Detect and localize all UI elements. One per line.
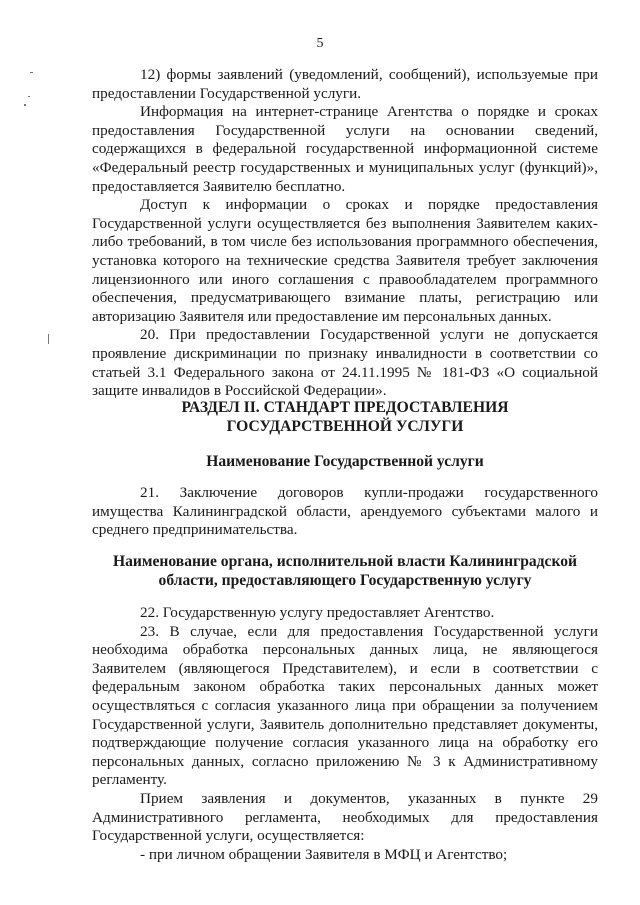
section-title — [92, 398, 598, 436]
paragraph-22: 22. Государственную услугу предоставляет Агентство. — [140, 604, 495, 621]
body-text-bottom — [92, 604, 598, 864]
paragraph-21: 21. Заключение договоров купли-продажи государственного имущества Калининградской области, арендуемого субъектами малого и среднего предпринимательства. — [92, 484, 598, 539]
bullet-item: - при личном обращении Заявителя в МФЦ и Агентство; — [140, 845, 508, 863]
paragraph-23: 23. В случае, если для предоставления Государственной услуги необходима обработка персональных данных лица, не являющегося Заявителем (являющегося Представителем), и если в соответствии с федеральным законом обработка таких персональных данных может осуществляться с согласия указанного лица при обращении за получением Государственной услуги, Заявитель дополнительно представляет документы, подтверждающие получение согласия указанного лица на обработку его персональных данных, согласно приложению № 3 к Административному регламенту. — [92, 622, 598, 789]
body-text-top — [92, 66, 598, 401]
paragraph-reception: Прием заявления и документов, указанных в пункте 29 Административного регламента, необходимых для предоставления Государственной услуги, осуществляется: — [92, 789, 598, 845]
section-title-line-2: ГОСУДАРСТВЕННОЙ УСЛУГИ — [226, 418, 464, 435]
heading-authority — [92, 552, 598, 590]
heading-authority-line-1: Наименование органа, исполнительной власти Калининградской — [112, 553, 578, 570]
section-title-line-1: РАЗДЕЛ II. СТАНДАРТ ПРЕДОСТАВЛЕНИЯ — [181, 399, 509, 416]
scan-mark — [28, 96, 30, 97]
paragraph-20: 20. При предоставлении Государственной услуги не допускается проявление дискриминации по признаку инвалидности в соответствии со статьей 3.1 Федерального закона от 24.11.1995 № 181-ФЗ «О социальной защите инвалидов в Российской Федерации». — [92, 326, 598, 400]
body-text-21 — [92, 484, 598, 540]
scan-mark — [48, 334, 49, 344]
heading-authority-line-2: области, предоставляющего Государственную услугу — [158, 572, 532, 589]
paragraph-access: Доступ к информации о сроках и порядке предоставления Государственной услуги осуществляется без выполнения Заявителем каких-либо требований, в том числе без использования программного обеспечения, установка которого на технические средства Заявителя требует заключения лицензионного или иного соглашения с правообладателем программного обеспечения, предусматривающего взимание платы, регистрацию или авторизацию Заявителя или предоставление им персональных данных. — [92, 196, 598, 325]
paragraph-info: Информация на интернет-странице Агентства о порядке и сроках предоставления Государственной услуги на основании сведений, содержащихся в федеральной государственной информационной системе «Федеральный реестр государственных и муниципальных услуг (функций)», предоставляется Заявителю бесплатно. — [92, 103, 598, 195]
page-number: 5 — [316, 36, 324, 51]
heading-service-name: Наименование Государственной услуги — [206, 453, 484, 470]
scan-mark — [24, 104, 26, 106]
paragraph-12: 12) формы заявлений (уведомлений, сообщений), используемые при предоставлении Государственной услуги. — [92, 66, 598, 102]
scan-mark — [30, 72, 33, 73]
